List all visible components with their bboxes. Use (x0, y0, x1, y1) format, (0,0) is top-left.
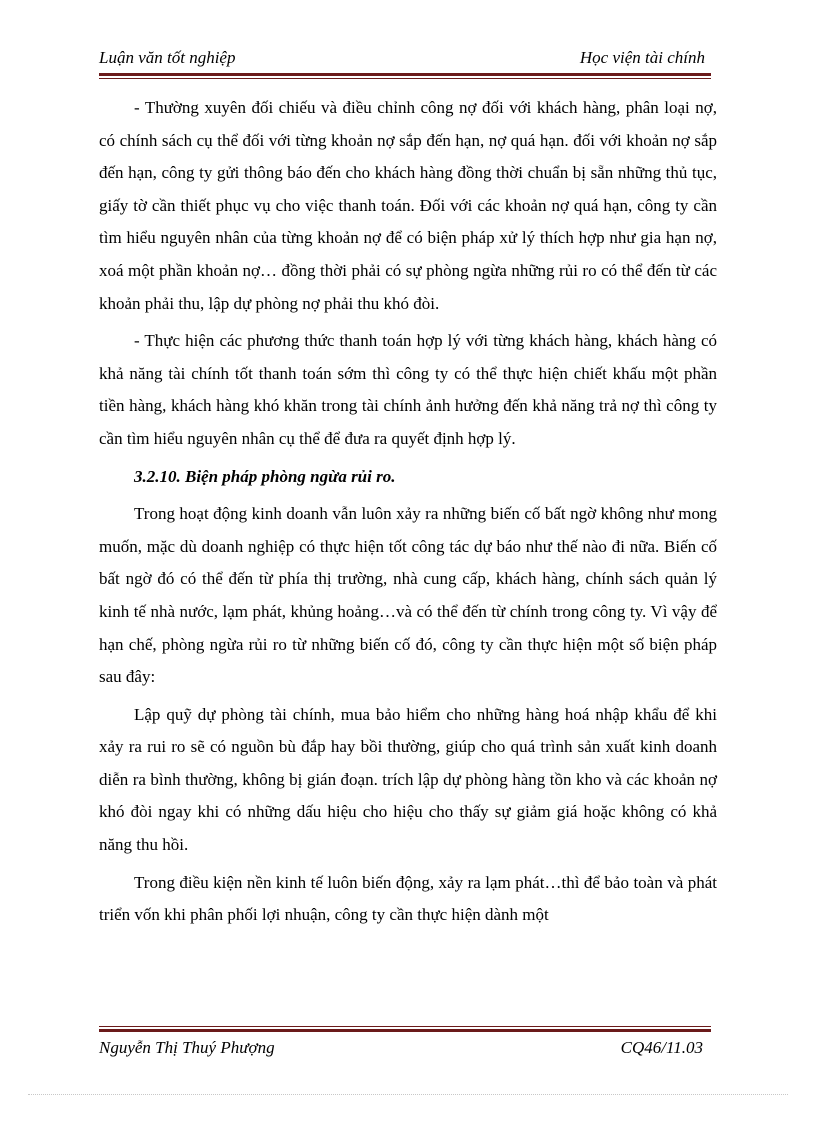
document-body (99, 92, 717, 937)
footer-author: Nguyễn Thị Thuý Phượng (99, 1038, 275, 1057)
page-footer (99, 1038, 711, 1062)
section-heading: 3.2.10. Biện pháp phòng ngừa rủi ro. (134, 466, 396, 486)
footer-class-code: CQ46/11.03 (620, 1038, 703, 1057)
paragraph-payment-methods: - Thực hiện các phương thức thanh toán hợp lý với từng khách hàng, khách hàng có khả năng tài chính tốt thanh toán sớm thì công ty có thể thực hiện chiết khấu một phần tiền hàng, khách hàng khó khăn trong tài chính ảnh hưởng đến khả năng trả nợ thì công ty cần tìm hiểu nguyên nhân cụ thể để đưa ra quyết định hợp lý. (99, 331, 717, 448)
page-header (99, 48, 705, 72)
paragraph-risk-intro: Trong hoạt động kinh doanh vẫn luôn xảy ra những biến cố bất ngờ không như mong muốn, mặc dù doanh nghiệp có thực hiện tốt công tác dự báo như thế nào đi nữa. Biến cố bất ngờ đó có thể đến từ phía thị trường, nhà cung cấp, khách hàng, chính sách quản lý kinh tế nhà nước, lạm phát, khủng hoảng…và có thể đến từ chính trong công ty. Vì vậy để hạn chế, phòng ngừa rủi ro từ những biến cố đó, công ty cần thực hiện một số biện pháp sau đây: (99, 504, 717, 687)
header-institution: Học viện tài chính (579, 48, 705, 67)
header-rule-thin (99, 78, 711, 79)
header-thesis-title: Luận văn tốt nghiệp (99, 48, 236, 67)
footer-rule-thick (99, 1029, 711, 1032)
header-rule-thick (99, 73, 711, 76)
paragraph-reserve-fund: Lập quỹ dự phòng tài chính, mua bảo hiểm cho những hàng hoá nhập khẩu để khi xảy ra rui ro sẽ có nguồn bù đắp hay bồi thường, giúp cho quá trình sản xuất kinh doanh diễn ra bình thường, không bị gián đoạn. trích lập dự phòng hàng tồn kho và các khoản nợ khó đòi ngay khi có những dấu hiệu cho hiệu cho thấy sự giảm giá hoặc không có khả năng thu hồi. (99, 704, 717, 855)
footer-rule-thin (99, 1026, 711, 1027)
paragraph-capital-preservation: Trong điều kiện nền kinh tế luôn biến động, xảy ra lạm phát…thì để bảo toàn và phát triển vốn khi phân phối lợi nhuận, công ty cần thực hiện dành một (99, 872, 717, 925)
page-bottom-edge (28, 1094, 788, 1095)
paragraph-debt-reconciliation: - Thường xuyên đối chiếu và điều chỉnh công nợ đối với khách hàng, phân loại nợ, có chính sách cụ thể đối với từng khoản nợ sắp đến hạn, nợ quá hạn. đối với khoản nợ sắp đến hạn, công ty gửi thông báo đến cho khách hàng đồng thời chuẩn bị sẵn những thủ tục, giấy tờ cần thiết phục vụ cho việc thanh toán. Đối với các khoản nợ quá hạn, công ty cần tìm hiểu nguyên nhân của từng khoản nợ để có biện pháp xử lý thích hợp như gia hạn nợ, xoá một phần khoản nợ… đồng thời phải có sự phòng ngừa những rủi ro có thể đến từ các khoản phải thu, lập dự phòng nợ phải thu khó đòi. (99, 98, 717, 313)
